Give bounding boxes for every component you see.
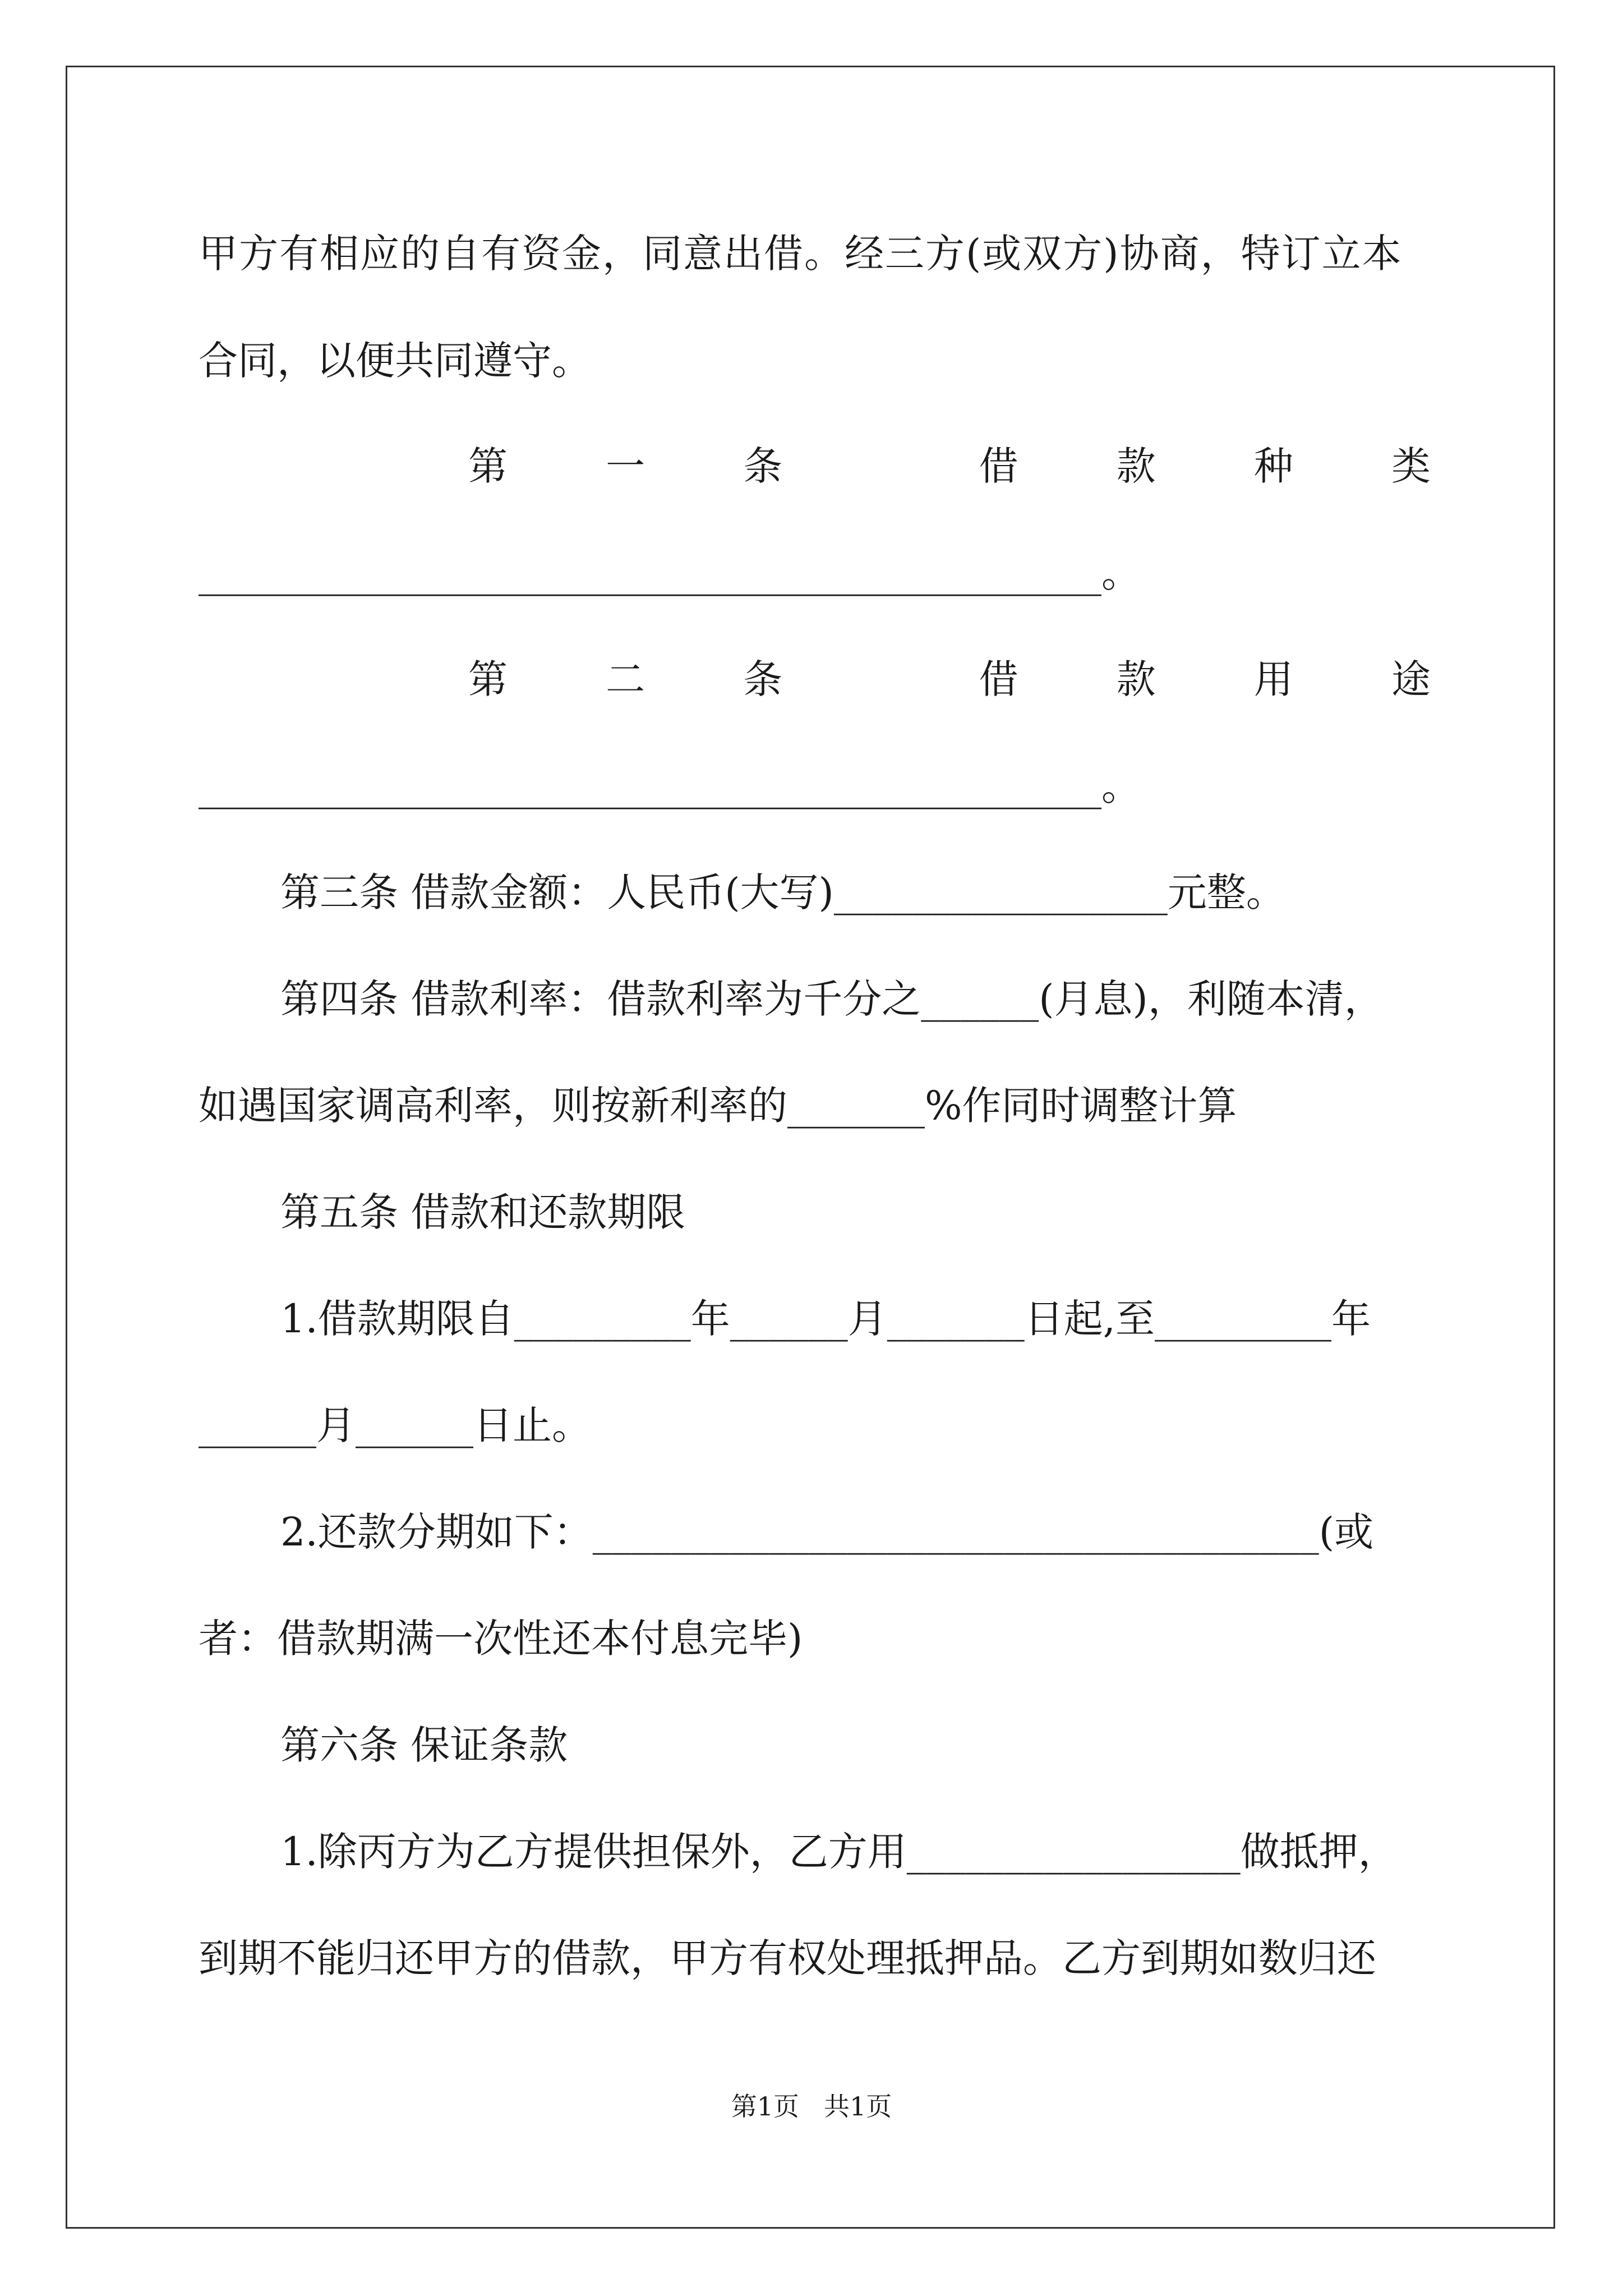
article-1-char: 借 (979, 443, 1018, 489)
article-5-item-2-line-2: 者：借款期满一次性还本付息完毕) (199, 1616, 803, 1662)
article-1-char: 种 (1253, 443, 1293, 489)
article-2-char: 途 (1391, 656, 1431, 702)
article-2-char: 二 (606, 656, 645, 702)
article-1-char: 一 (606, 443, 645, 489)
page-border (66, 66, 1555, 2229)
article-2-char: 款 (1116, 656, 1156, 702)
article-5-item-1-line-2: ______月______日止。 (199, 1402, 591, 1448)
page-footer (0, 2091, 1623, 2122)
paragraph-line-2: 合同，以便共同遵守。 (199, 338, 591, 384)
article-1-char: 款 (1116, 443, 1156, 489)
article-6-heading: 第六条 保证条款 (280, 1722, 568, 1768)
paragraph-line-1: 甲方有相应的自有资金，同意出借。经三方(或双方)协商，特订立本 (199, 231, 1403, 277)
article-1-heading (468, 443, 1431, 489)
article-2-blank-line: ______________________________________________。 (199, 763, 1141, 809)
article-2-char: 条 (743, 656, 783, 702)
article-5-item-1-line-1: 1.借款期限自_________年______月_______日起,至_________年 (280, 1296, 1371, 1342)
page-total: 共1页 (824, 2091, 892, 2122)
article-4-rate-line-1: 第四条 借款利率：借款利率为千分之______(月息)，利随本清， (280, 976, 1384, 1022)
page-number: 第1页 (731, 2091, 799, 2122)
article-3-amount: 第三条 借款金额：人民币(大写)_________________元整。 (280, 869, 1285, 915)
article-1-char: 类 (1391, 443, 1431, 489)
article-5-heading: 第五条 借款和还款期限 (280, 1189, 686, 1235)
article-2-heading (468, 656, 1431, 702)
article-1-char: 条 (743, 443, 783, 489)
article-5-item-2-line-1: 2.还款分期如下：_____________________________________(或 (280, 1509, 1374, 1555)
article-1-char: 第 (468, 443, 508, 489)
article-2-char: 用 (1253, 656, 1293, 702)
article-2-char: 第 (468, 656, 508, 702)
article-1-blank-line: ______________________________________________。 (199, 550, 1141, 596)
article-6-item-1-line-2: 到期不能归还甲方的借款，甲方有权处理抵押品。乙方到期如数归还 (199, 1935, 1376, 1981)
article-4-rate-line-2: 如遇国家调高利率，则按新利率的_______%作同时调整计算 (199, 1083, 1237, 1129)
article-6-item-1-line-1: 1.除丙方为乙方提供担保外，乙方用_________________做抵押， (280, 1829, 1398, 1875)
article-2-char: 借 (979, 656, 1018, 702)
